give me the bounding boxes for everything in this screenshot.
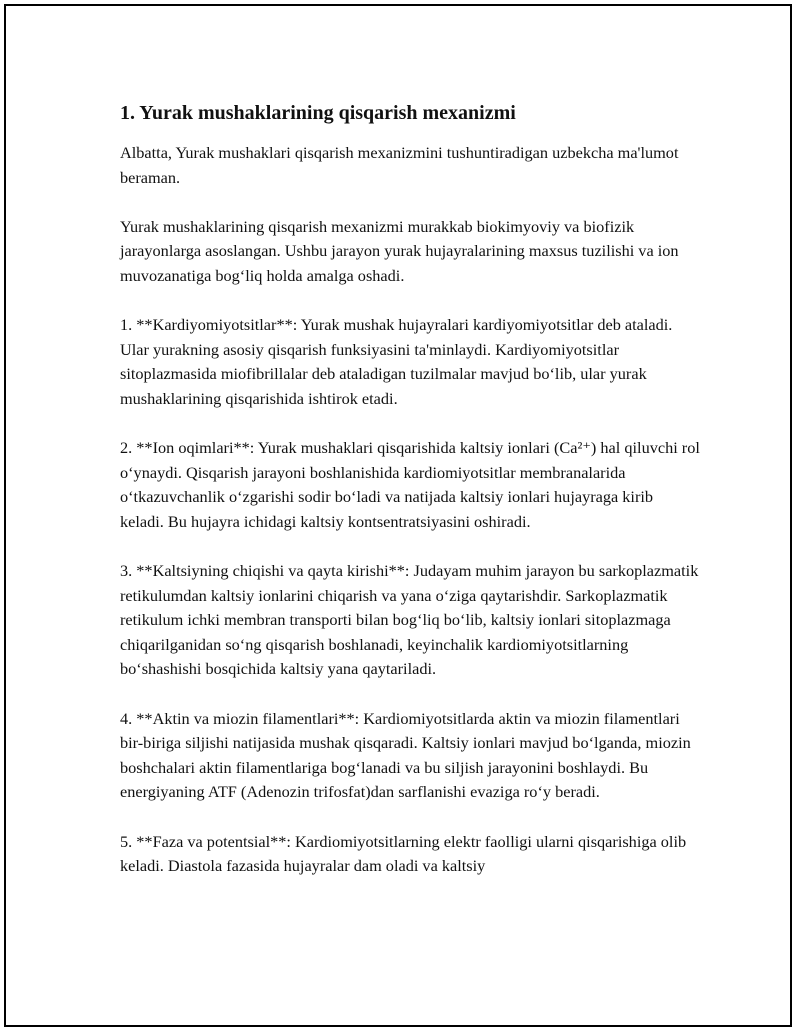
overview-paragraph: Yurak mushaklarining qisqarish mexanizmi murakkab biokimyoviy va biofizik jarayonlarga asoslangan. Ushbu jarayon yurak hujayralarining maxsus tuzilishi va ion muvozanatiga bog‘liq holda amalga oshadi. bbox=[120, 216, 679, 285]
intro-paragraph: Albatta, Yurak mushaklari qisqarish mexanizmini tushuntiradigan uzbekcha ma'lumot beraman. bbox=[120, 143, 679, 187]
document-title: 1. Yurak mushaklarining qisqarish mexanizmi bbox=[120, 102, 516, 124]
page-frame bbox=[4, 4, 792, 1027]
list-item-calcium-release: 3. **Kaltsiyning chiqishi va qayta kirishi**: Judayam muhim jarayon bu sarkoplazmatik retikulumdan kaltsiy ionlarini chiqarish va yana o‘ziga qaytarishdir. Sarkoplazmatik retikulum ichki membran transporti bilan bog‘liq bo‘lib, kaltsiy ionlari sitoplazmaga chiqarilganidan so‘ng qisqarish boshlanadi, keyinchalik kardiomiyotsitlarning bo‘shashishi bosqichida kaltsiy yana qaytariladi. bbox=[120, 561, 699, 679]
list-item-actin-myosin: 4. **Aktin va miozin filamentlari**: Kardiomiyotsitlarda aktin va miozin filamentlari bir-biriga siljishi natijasida mushak qisqaradi. Kaltsiy ionlari mavjud bo‘lganda, miozin boshchalari aktin filamentlariga bog‘lanadi va bu siljish jarayonini boshlaydi. Bu energiyaning ATF (Adenozin trifosfat)dan sarflanishi evaziga ro‘y beradi. bbox=[120, 708, 691, 802]
list-item-phase-potential: 5. **Faza va potentsial**: Kardiomiyotsitlarning elektr faolligi ularni qisqarishiga olib keladi. Diastola fazasida hujayralar dam oladi va kaltsiy bbox=[120, 831, 687, 876]
list-item-ion-currents: 2. **Ion oqimlari**: Yurak mushaklari qisqarishida kaltsiy ionlari (Ca²⁺) hal qiluvchi rol o‘ynaydi. Qisqarish jarayoni boshlanishida kardiomiyotsitlar membranalarida o‘tkazuvchanlik o‘zgarishi sodir bo‘ladi va natijada kaltsiy ionlari hujayraga kirib keladi. Bu hujayra ichidagi kaltsiy kontsentratsiyasini oshiradi. bbox=[120, 438, 700, 531]
list-item-cardiomyocytes: 1. **Kardiyomiyotsitlar**: Yurak mushak hujayralari kardiyomiyotsitlar deb ataladi. Ular yurakning asosiy qisqarish funksiyasini ta'minlaydi. Kardiyomiyotsitlar sitoplazmasida miofibrillalar deb ataladigan tuzilmalar mavjud bo‘lib, ular yurak mushaklarining qisqarishida ishtirok etadi. bbox=[120, 315, 673, 408]
document-body bbox=[120, 99, 700, 903]
